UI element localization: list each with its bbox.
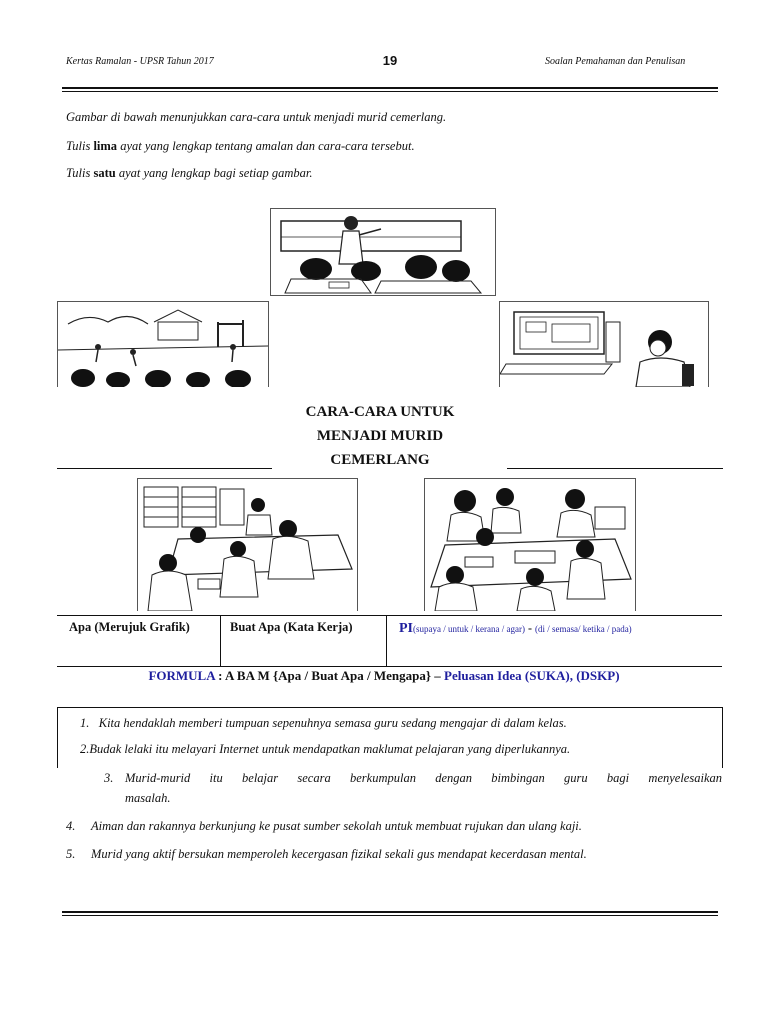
- answer-3-num: 3.: [104, 771, 114, 785]
- answer-line-right: [507, 468, 723, 469]
- answer-1: 1. Kita hendaklah memberi tumpuan sepenuhnya semasa guru sedang mengajar di dalam kelas.: [80, 716, 567, 730]
- answer-5-num: 5.: [66, 847, 76, 861]
- header-left: Kertas Ramalan - UPSR Tahun 2017: [66, 56, 214, 67]
- answer-line-left: [57, 468, 272, 469]
- central-title-line-1: CARA-CARA UNTUK: [305, 404, 455, 420]
- page-number: 19: [382, 53, 398, 68]
- table-col-what: [57, 616, 221, 666]
- formula-table: [57, 615, 722, 667]
- table-header-pi: PI(supaya / untuk / kerana / agar) - (di / semasa/ ketika / pada): [399, 621, 632, 636]
- central-title-line-3: CEMERLANG: [330, 452, 430, 468]
- answer-5: Murid yang aktif bersukan memperoleh kecergasan fizikal sekali gus mendapat kecerdasan mental.: [91, 847, 587, 861]
- instruction-line-2: Tulis lima ayat yang lengkap tentang amalan dan cara-cara tersebut.: [66, 139, 415, 153]
- header-rule: [62, 87, 718, 92]
- instruction-line-3: Tulis satu ayat yang lengkap bagi setiap gambar.: [66, 166, 313, 180]
- answer-3: Murid-murid itu belajar secara berkumpulan dengan bimbingan guru bagi menyelesaikan: [125, 771, 722, 785]
- answer-2: 2.Budak lelaki itu melayari Internet untuk mendapatkan maklumat pelajaran yang diperlukannya.: [80, 742, 571, 756]
- table-header-what: Apa (Merujuk Grafik): [69, 620, 190, 634]
- picture-computer-boy: [499, 301, 709, 387]
- table-col-pi: [386, 616, 722, 666]
- formula-line: FORMULA : A BA M {Apa / Buat Apa / Mengapa} – Peluasan Idea (SUKA), (DSKP): [148, 668, 620, 683]
- footer-rule: [62, 911, 718, 916]
- picture-sports-field: [57, 301, 269, 387]
- answer-3-cont: masalah.: [125, 791, 171, 805]
- picture-resource-centre: [137, 478, 358, 611]
- answer-4: Aiman dan rakannya berkunjung ke pusat sumber sekolah untuk membuat rujukan dan ulang kaji.: [91, 819, 582, 833]
- picture-group-study: [424, 478, 636, 611]
- picture-classroom-teaching: [270, 208, 496, 296]
- table-header-action: Buat Apa (Kata Kerja): [230, 620, 353, 634]
- instruction-line-1: Gambar di bawah menunjukkan cara-cara untuk menjadi murid cemerlang.: [66, 110, 447, 124]
- answer-4-num: 4.: [66, 819, 76, 833]
- header-right: Soalan Pemahaman dan Penulisan: [545, 56, 686, 67]
- central-title-line-2: MENJADI MURID: [316, 428, 444, 444]
- table-col-action: [220, 616, 387, 666]
